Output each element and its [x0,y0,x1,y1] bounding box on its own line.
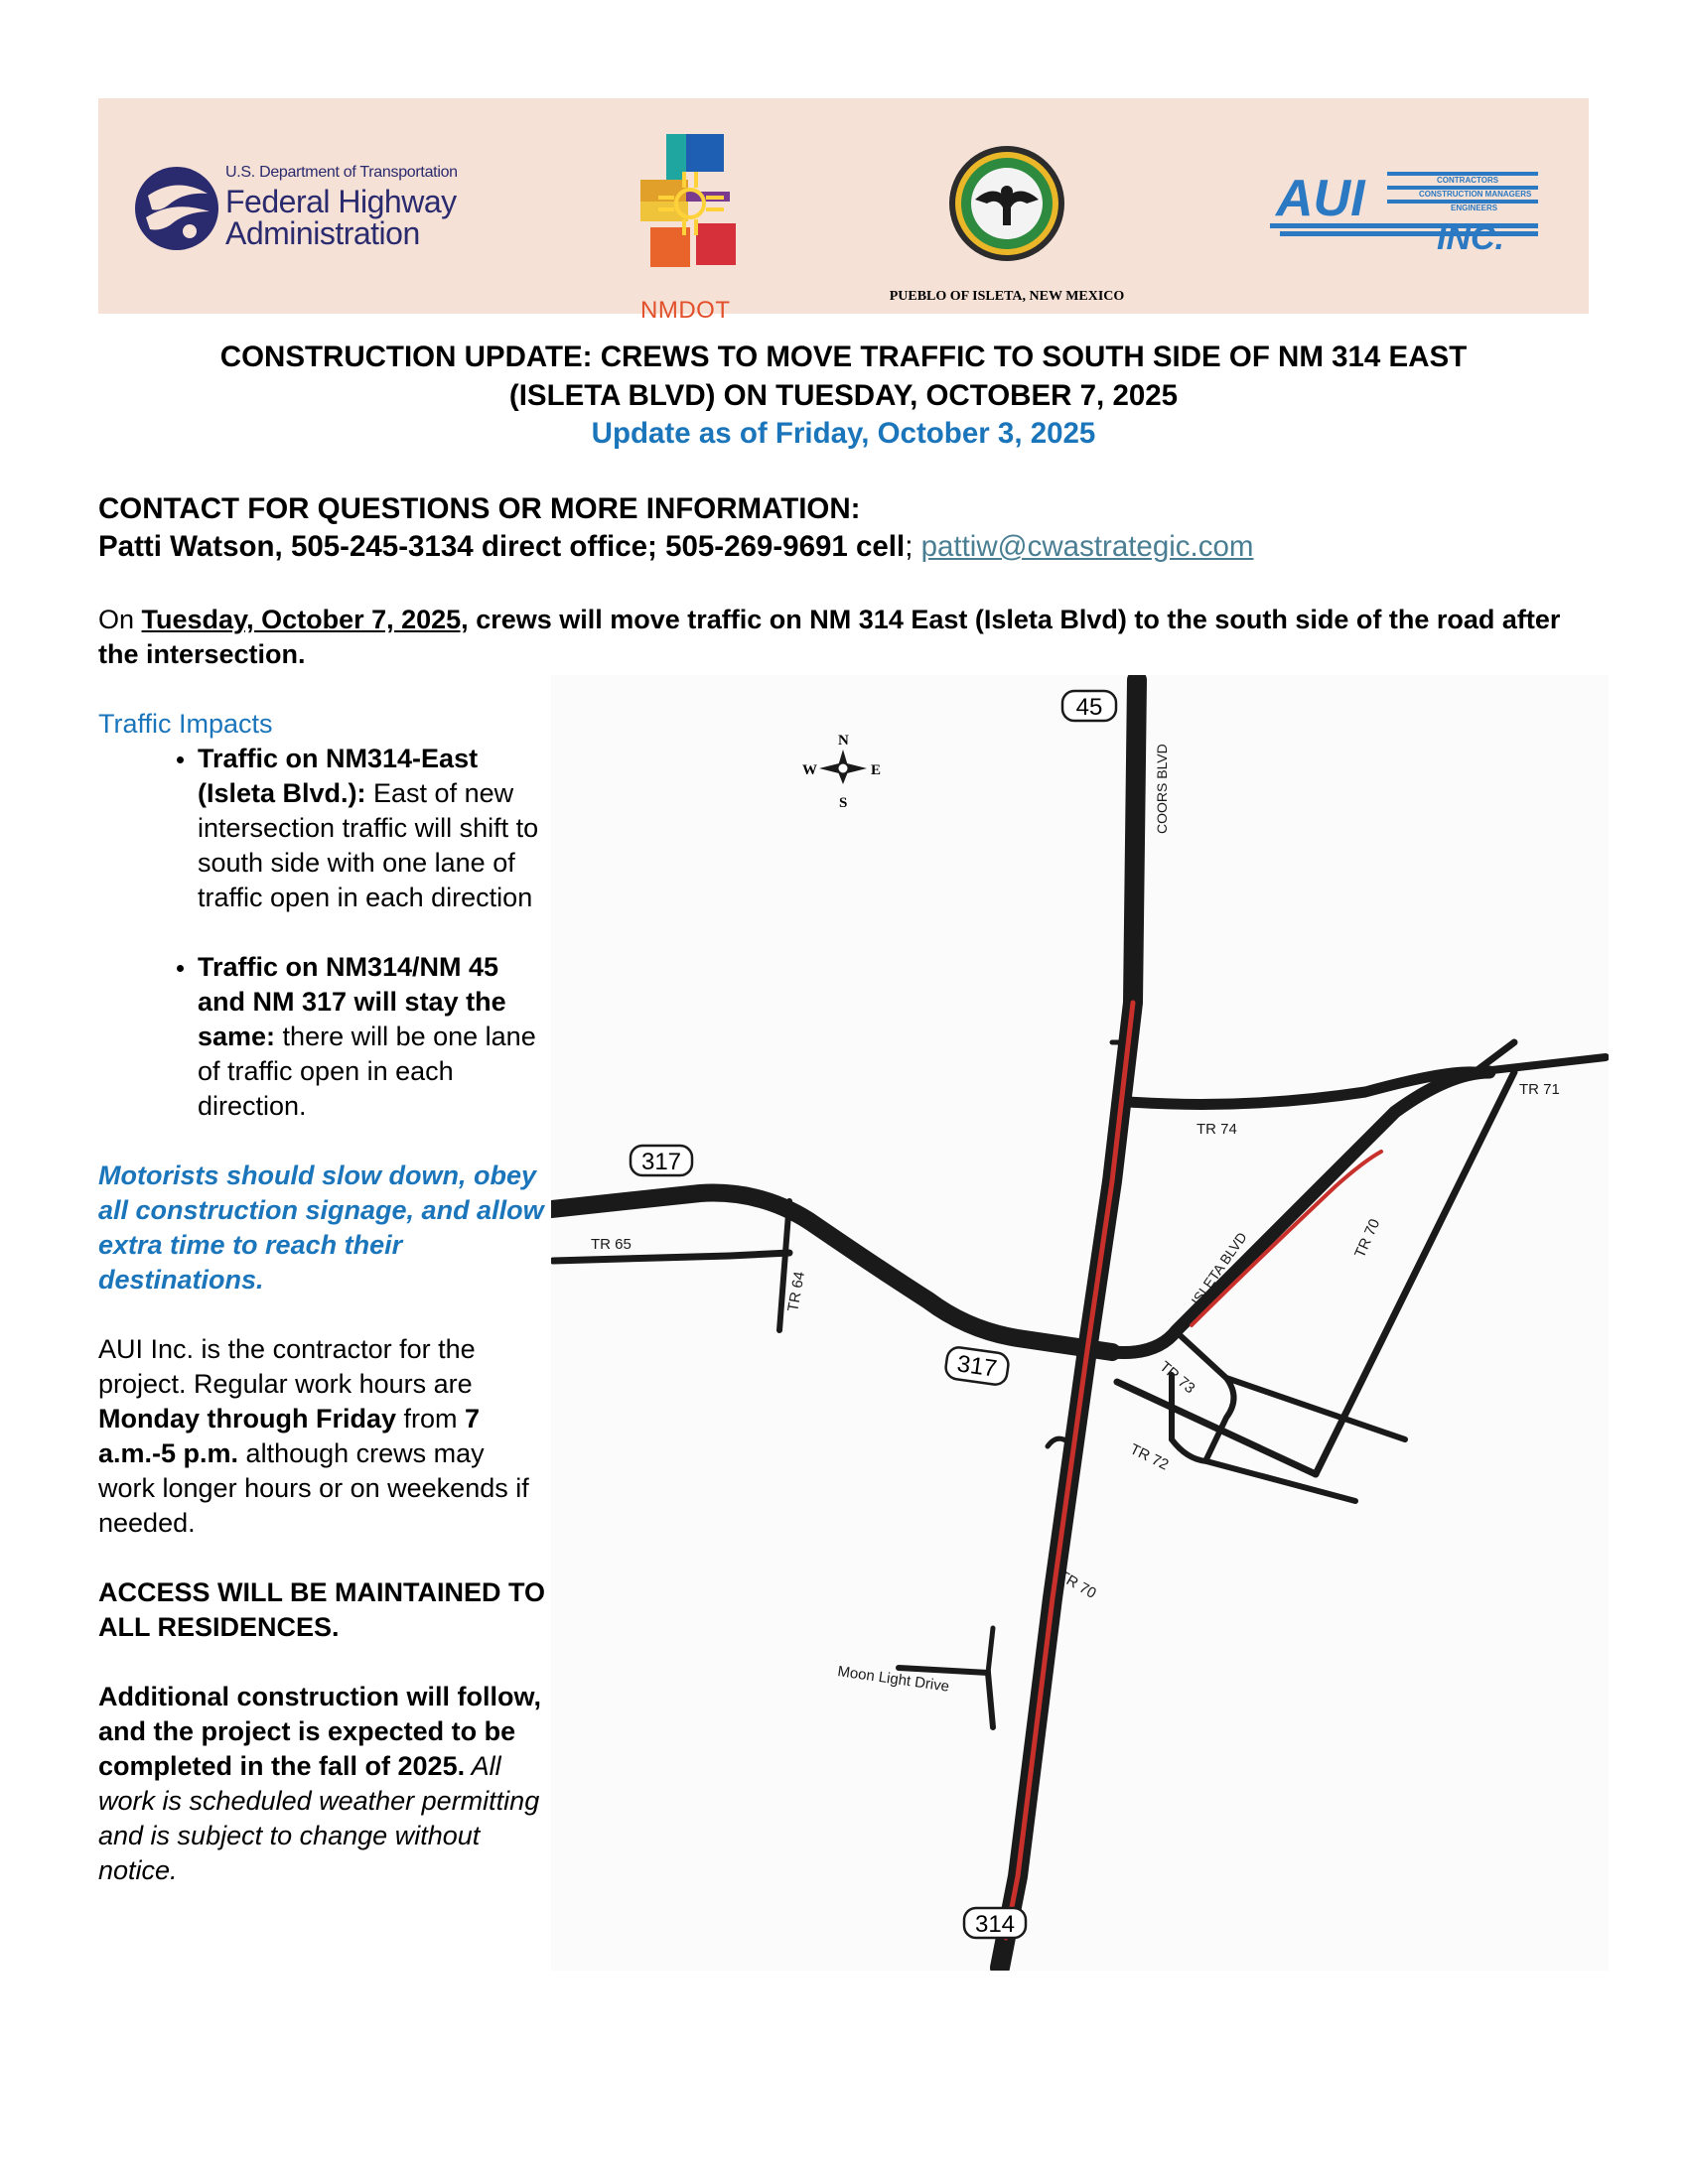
compass-e: E [871,762,882,778]
nmdot-zia-icon [625,128,764,292]
title-line1: CONSTRUCTION UPDATE: CREWS TO MOVE TRAFFIC TO SOUTH SIDE OF NM 314 EAST [219,341,1468,373]
aui-line3: ENGINEERS [1451,204,1498,212]
aui-logo [1270,166,1538,255]
aui-logo-icon [1270,166,1538,255]
tr71-label: TR 71 [1519,1081,1560,1098]
shield-317-center-text: 317 [955,1350,999,1383]
shield-314 [964,1908,1026,1938]
map-svg [551,675,1609,1971]
fhwa-name-line2: Administration [225,215,420,251]
fhwa-emblem-icon [134,166,219,251]
closing-bold: Additional construction will follow, and the project is expected to be completed in the fall of 2025. [98,1682,541,1781]
isleta-label: PUEBLO OF ISLETA, NEW MEXICO [889,289,1125,304]
traffic-impacts-heading: Traffic Impacts [98,709,273,739]
intro-paragraph [98,603,1589,672]
construction-map [551,675,1609,1971]
impact-bold: Traffic on NM314-East (Isleta Blvd.): [198,744,479,808]
access-notice: ACCESS WILL BE MAINTAINED TO ALL RESIDENCES. [98,1577,546,1642]
tr72-label: TR 72 [1127,1440,1172,1474]
impact-bold: Traffic on NM314/NM 45 and NM 317 will stay the same: [198,952,506,1051]
tr73-road [1177,1332,1234,1459]
intro-prefix: On [98,605,142,634]
shield-45-text: 45 [1075,694,1103,721]
contact-person: Patti Watson, 505-245-3134 direct office; 505-269-9691 cell [98,530,906,563]
impacts-list [98,742,545,1124]
work-days: Monday through Friday [98,1404,396,1433]
intro-date: Tuesday, October 7, 2025, [141,605,469,634]
title-line2: (ISLETA BLVD) ON TUESDAY, OCTOBER 7, 2025 [508,379,1179,412]
moonlight-stub [988,1628,993,1673]
tr70-diagonal-label: TR 70 [1351,1216,1384,1261]
aui-line2: CONSTRUCTION MANAGERS [1419,190,1532,199]
tr73-label: TR 73 [1156,1358,1198,1398]
coors-blvd-road [1000,680,1137,1968]
aui-main-text: AUI [1276,170,1365,227]
compass-s: S [839,795,848,811]
nm317-road [551,1193,1112,1352]
contractor-text-from: from [396,1404,466,1433]
compass-w: W [802,762,817,778]
coors-blvd-label: COORS BLVD [1154,744,1170,834]
isleta-blvd-road [1112,1072,1489,1353]
tr73-east-road [1226,1378,1405,1439]
closing-paragraph [98,1680,545,1888]
contractor-text: AUI Inc. is the contractor for the project. Regular work hours are [98,1334,476,1399]
page-title [98,338,1589,415]
shield-317-west-text: 317 [640,1149,682,1175]
tr70-label: TR 70 [1055,1567,1099,1602]
tr65-label: TR 65 [591,1236,632,1253]
impact-text: there will be one lane of traffic open in each direction. [198,1022,536,1121]
aui-inc-text: INC. [1437,219,1504,255]
intro-text: crews will move traffic on NM 314 East (Isleta Blvd) to the south side of the road after the intersection. [98,605,1561,669]
contact-heading: CONTACT FOR QUESTIONS OR MORE INFORMATION: [98,492,861,525]
fhwa-name-line1: Federal Highway [225,184,457,219]
update-date: Update as of Friday, October 3, 2025 [591,417,1096,450]
aui-line1: CONTRACTORS [1437,176,1499,185]
shield-317-center [944,1346,1010,1386]
shield-314-text: 314 [974,1911,1016,1938]
work-hours: 7 a.m.-5 p.m. [98,1404,481,1468]
tr74-label: TR 74 [1196,1121,1237,1138]
compass-n: N [838,733,849,749]
impact-text: East of new intersection traffic will shift to south side with one lane of traffic open in each direction [198,778,539,912]
fhwa-name [225,186,457,249]
isleta-seal [878,128,1136,307]
nmdot-logo [625,128,764,324]
fhwa-logo [134,158,492,257]
list-item [198,742,545,915]
logo-banner [98,98,1589,324]
traffic-impacts-column [98,707,545,1923]
fhwa-dept: U.S. Department of Transportation [225,164,458,181]
shield-317-west [631,1146,692,1175]
closing-italic: All work is scheduled weather permitting and is subject to change without notice. [98,1751,540,1885]
shield-45 [1062,691,1116,721]
nmdot-label: NMDOT [640,297,731,324]
moonlight-drive-label: Moon Light Drive [836,1663,951,1696]
contact-email-link[interactable]: pattiw@cwastrategic.com [920,530,1254,563]
motorist-warning: Motorists should slow down, obey all construction signage, and allow extra time to reach their destinations. [98,1160,544,1295]
tr64-label: TR 64 [784,1270,809,1313]
isleta-seal-icon [878,128,1136,287]
contractor-text-end: although crews may work longer hours or on weekends if needed. [98,1438,529,1538]
tr70-diagonal-road [1316,1072,1514,1474]
compass-rose [802,733,881,811]
list-item [198,950,545,1124]
contractor-paragraph [98,1332,545,1541]
contact-separator: ; [905,530,921,563]
contact-section [98,490,1589,566]
construction-zone-isleta [1192,1152,1384,1325]
isleta-blvd-label: ISLETA BLVD [1188,1229,1250,1308]
contact-details [98,528,1589,566]
tr65-road [553,1253,789,1261]
